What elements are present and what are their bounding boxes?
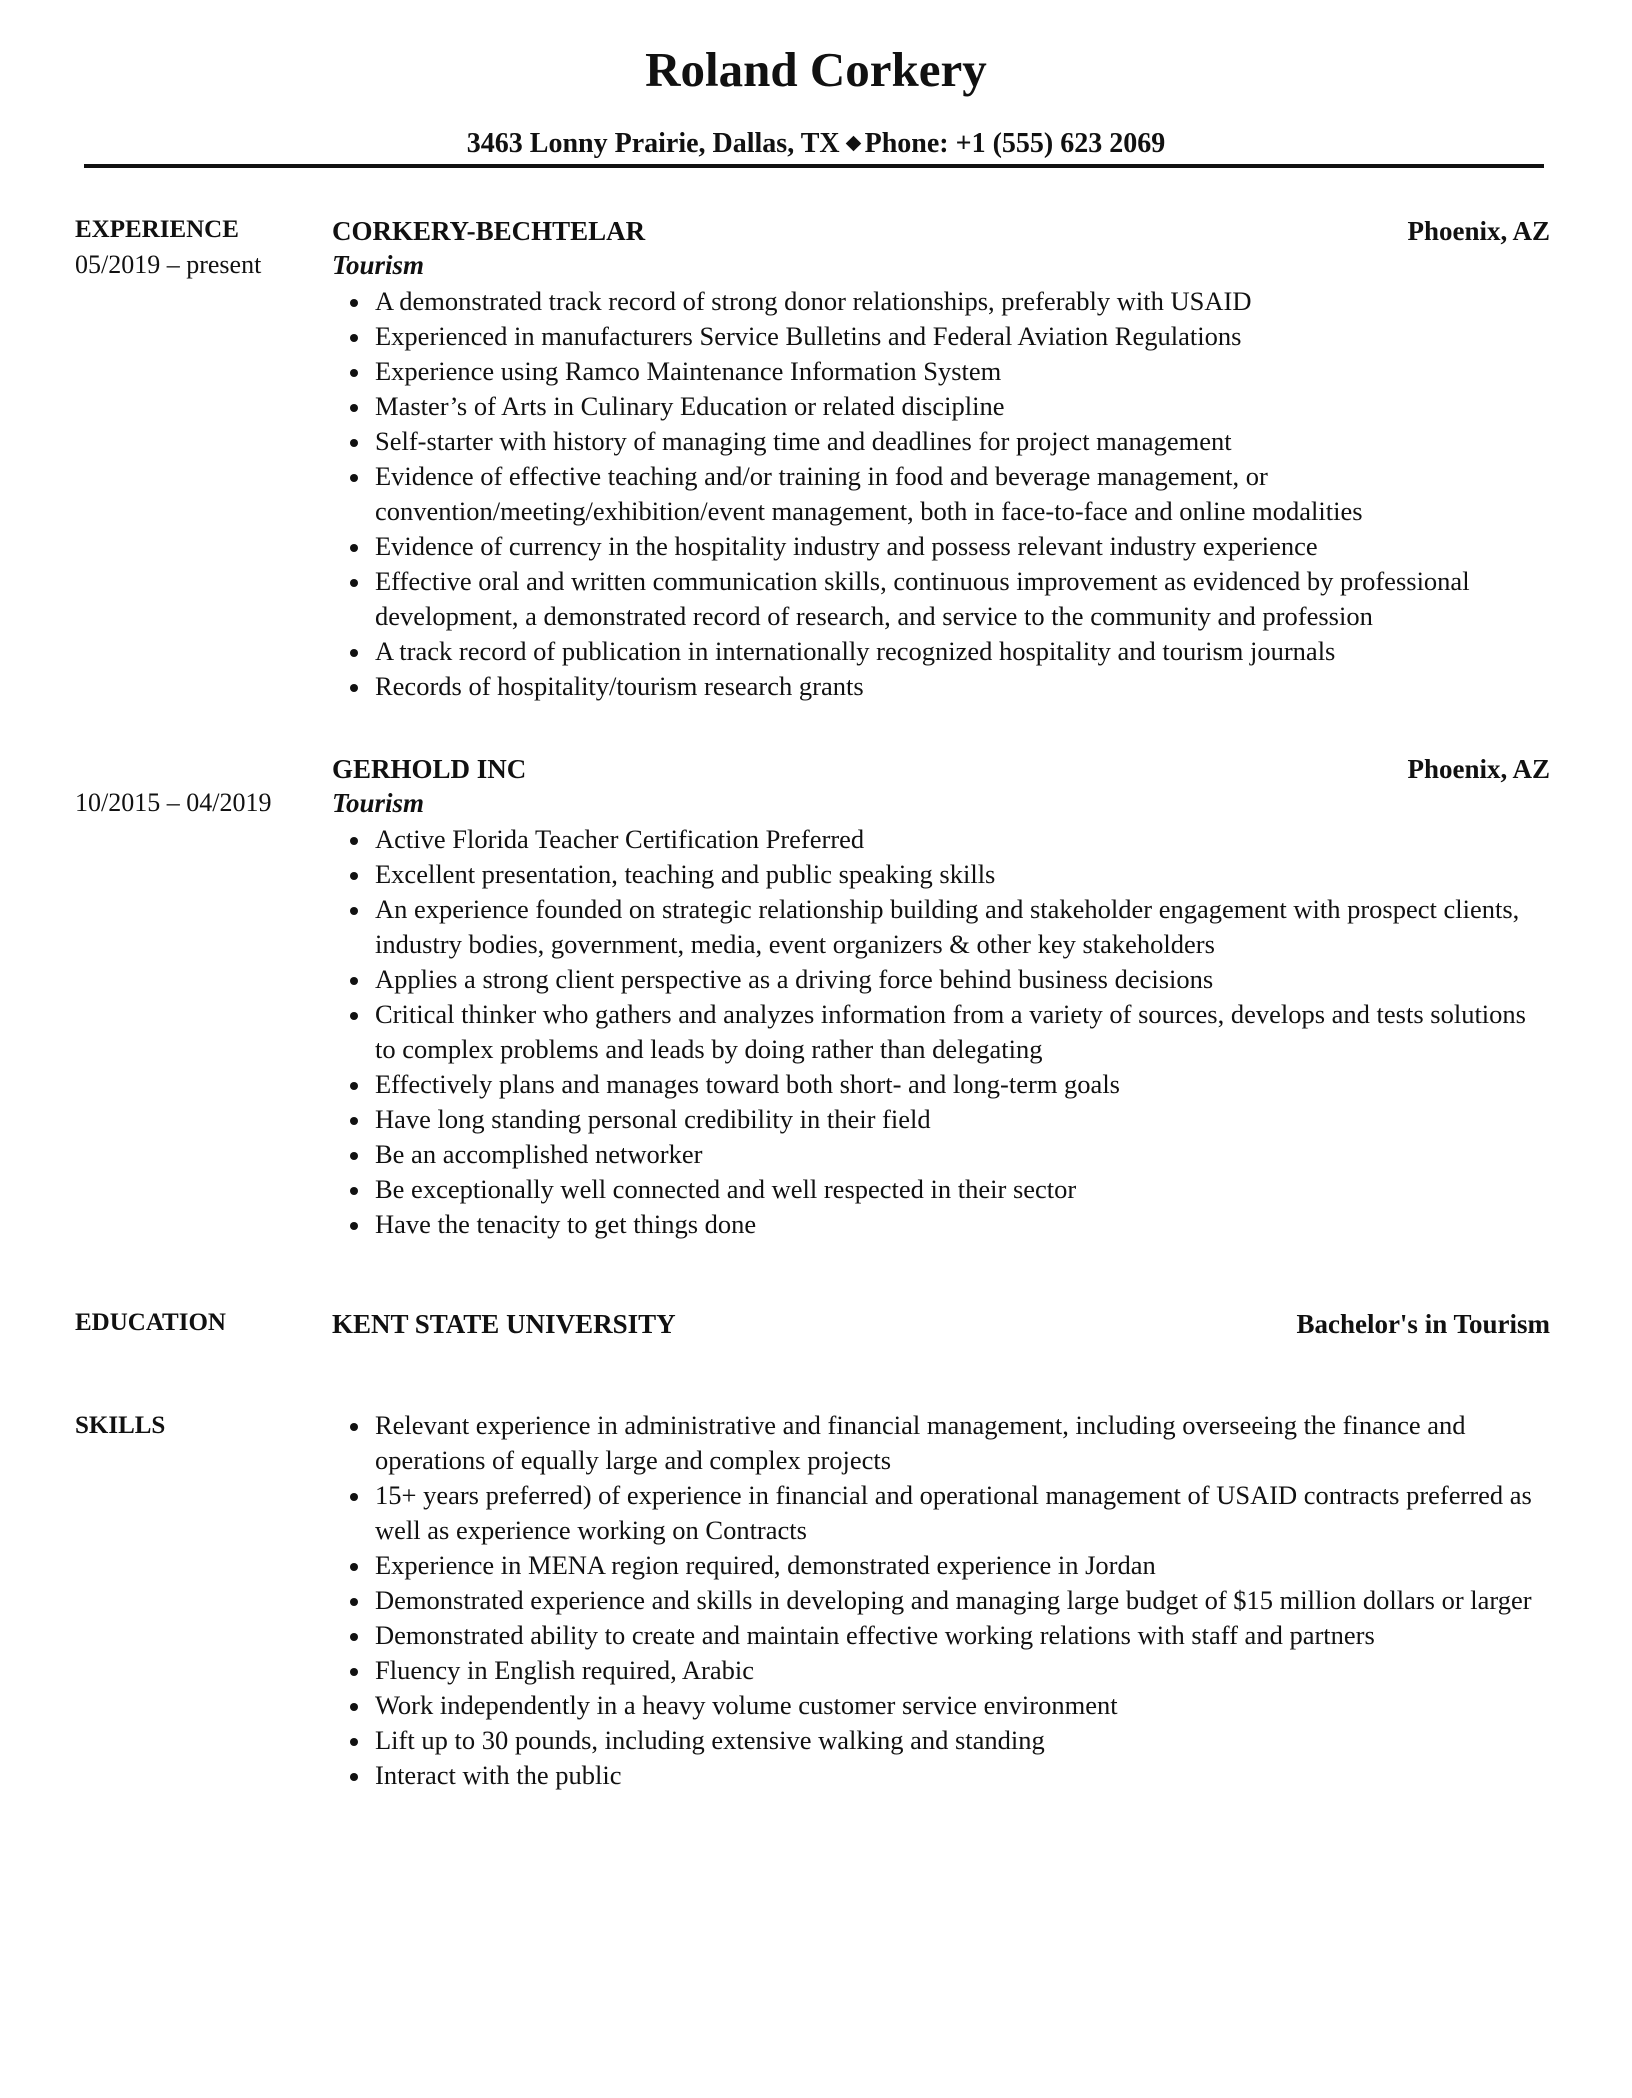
skill-item: Experience in MENA region required, demonstrated experience in Jordan xyxy=(332,1548,1552,1583)
job-1-bullets xyxy=(332,284,1552,704)
job-1-title: Tourism xyxy=(332,250,425,280)
job-2-company: GERHOLD INC xyxy=(332,754,527,784)
job-1-company: CORKERY-BECHTELAR xyxy=(332,216,646,246)
job-1-header xyxy=(332,214,1550,248)
resume-name: Roland Corkery xyxy=(645,42,987,97)
education-degree: Bachelor's in Tourism xyxy=(1296,1309,1550,1339)
job-bullet-item: Experienced in manufacturers Service Bulletins and Federal Aviation Regulations xyxy=(332,319,1552,354)
job-bullet-item: Records of hospitality/tourism research grants xyxy=(332,669,1552,704)
education-school: KENT STATE UNIVERSITY xyxy=(332,1309,676,1339)
job-bullet-item: Active Florida Teacher Certification Preferred xyxy=(332,822,1552,857)
job-bullet-item: Critical thinker who gathers and analyzes information from a variety of sources, develops and tests solutions to complex problems and leads by doing rather than delegating xyxy=(332,997,1552,1067)
experience-heading: EXPERIENCE xyxy=(75,216,239,243)
job-1-dates: 05/2019 – present xyxy=(75,250,262,279)
job-2-title: Tourism xyxy=(332,788,425,818)
contact-line xyxy=(0,126,1632,162)
job-bullet-item: Self-starter with history of managing time and deadlines for project management xyxy=(332,424,1552,459)
job-bullet-item: An experience founded on strategic relationship building and stakeholder engagement with prospect clients, industry bodies, government, media, event organizers & other key stakeholders xyxy=(332,892,1552,962)
address: 3463 Lonny Prairie, Dallas, TX xyxy=(466,128,840,159)
job-bullet-item: Have the tenacity to get things done xyxy=(332,1207,1552,1242)
skill-item: Relevant experience in administrative and financial management, including overseeing the finance and operations of equally large and complex projects xyxy=(332,1408,1552,1478)
diamond-separator-icon xyxy=(845,136,861,152)
job-bullet-item: Effectively plans and manages toward both short- and long-term goals xyxy=(332,1067,1552,1102)
job-1-location: Phoenix, AZ xyxy=(1407,216,1550,246)
header-divider xyxy=(84,164,1544,168)
skill-item: Lift up to 30 pounds, including extensive walking and standing xyxy=(332,1723,1552,1758)
job-bullet-item: Applies a strong client perspective as a driving force behind business decisions xyxy=(332,962,1552,997)
job-2-bullets xyxy=(332,822,1552,1242)
job-bullet-item: Excellent presentation, teaching and public speaking skills xyxy=(332,857,1552,892)
education-heading: EDUCATION xyxy=(75,1309,226,1336)
education-row xyxy=(332,1307,1550,1341)
skill-item: 15+ years preferred) of experience in financial and operational management of USAID contracts preferred as well as experience working on Contracts xyxy=(332,1478,1552,1548)
job-bullet-item: Be an accomplished networker xyxy=(332,1137,1552,1172)
skills-heading: SKILLS xyxy=(75,1412,166,1439)
job-bullet-item: A track record of publication in internationally recognized hospitality and tourism journals xyxy=(332,634,1552,669)
job-bullet-item: A demonstrated track record of strong donor relationships, preferably with USAID xyxy=(332,284,1552,319)
skill-item: Interact with the public xyxy=(332,1758,1552,1793)
skill-item: Fluency in English required, Arabic xyxy=(332,1653,1552,1688)
job-2-header xyxy=(332,752,1550,786)
job-2-dates: 10/2015 – 04/2019 xyxy=(75,788,272,817)
skill-item: Work independently in a heavy volume customer service environment xyxy=(332,1688,1552,1723)
job-bullet-item: Have long standing personal credibility in their field xyxy=(332,1102,1552,1137)
skill-item: Demonstrated experience and skills in developing and managing large budget of $15 million dollars or larger xyxy=(332,1583,1552,1618)
job-bullet-item: Be exceptionally well connected and well respected in their sector xyxy=(332,1172,1552,1207)
phone: Phone: +1 (555) 623 2069 xyxy=(864,128,1166,159)
job-bullet-item: Effective oral and written communication skills, continuous improvement as evidenced by professional development, a demonstrated record of research, and service to the community and profession xyxy=(332,564,1552,634)
job-bullet-item: Experience using Ramco Maintenance Information System xyxy=(332,354,1552,389)
job-bullet-item: Evidence of effective teaching and/or training in food and beverage management, or convention/meeting/exhibition/event management, both in face-to-face and online modalities xyxy=(332,459,1552,529)
job-bullet-item: Master’s of Arts in Culinary Education or related discipline xyxy=(332,389,1552,424)
job-bullet-item: Evidence of currency in the hospitality industry and possess relevant industry experience xyxy=(332,529,1552,564)
job-2-location: Phoenix, AZ xyxy=(1407,754,1550,784)
skills-bullets xyxy=(332,1408,1552,1793)
skill-item: Demonstrated ability to create and maintain effective working relations with staff and partners xyxy=(332,1618,1552,1653)
